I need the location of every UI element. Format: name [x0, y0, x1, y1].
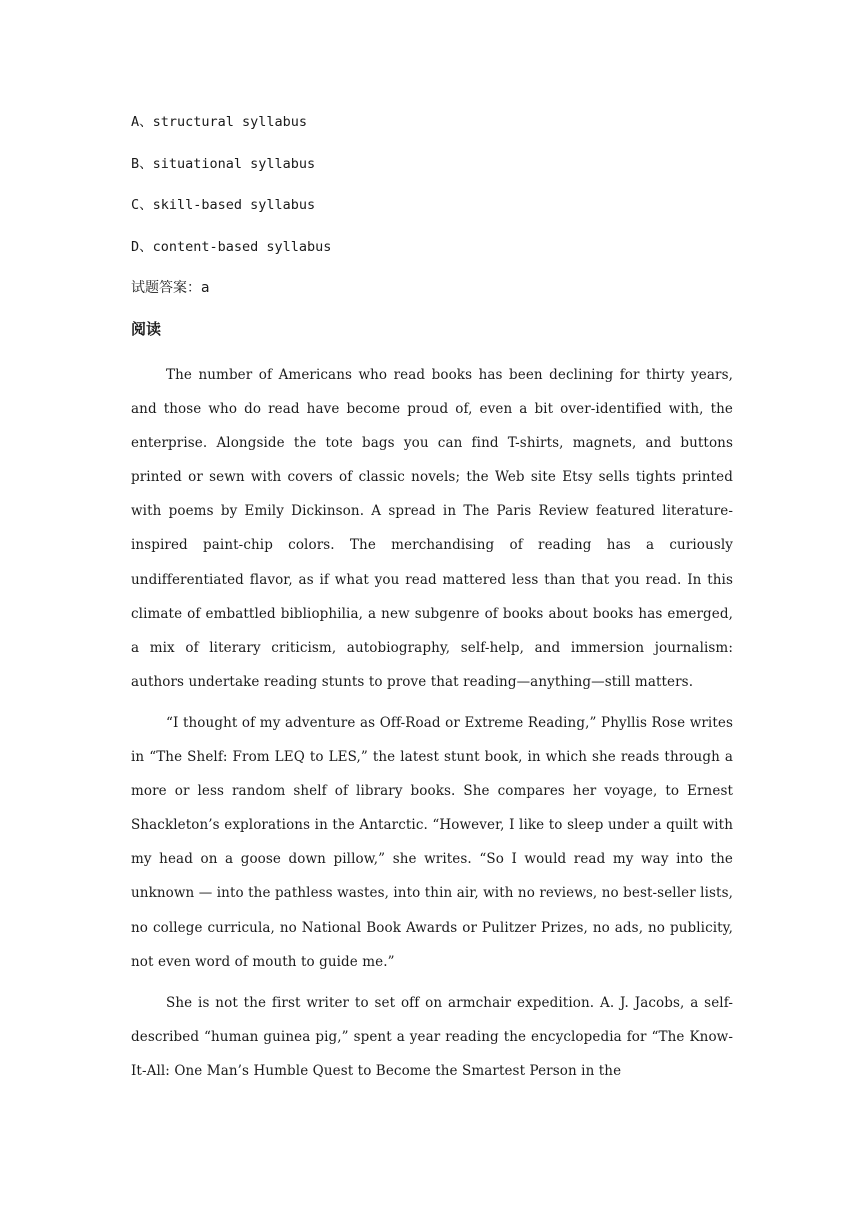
- answer-options: [131, 111, 733, 258]
- option-d: D、content-based syllabus: [131, 238, 332, 255]
- option-a: A、structural syllabus: [131, 114, 308, 130]
- option-c: C、skill-based syllabus: [131, 197, 316, 213]
- passage-paragraph: “I thought of my adventure as Off-Road or Extreme Reading,” Phyllis Rose writes in “The Shelf: From LEQ to LES,” the latest stunt book, in which she reads through a more or less random shelf of library books. She compares her voyage, to Ernest Shackleton’s explorations in the Antarctic. “However, I like to sleep under a quilt with my head on a goose down pillow,” she writes. “So I would read my way into the unknown — into the pathless wastes, into thin air, with no reviews, no best-seller lists, no college curricula, no National Book Awards or Pulitzer Prizes, no ads, no publicity, not even word of mouth to guide me.”: [131, 714, 733, 970]
- question-answer: 试题答案：a: [131, 280, 210, 296]
- document-page: [131, 111, 733, 1095]
- option-b: B、situational syllabus: [131, 155, 316, 172]
- passage-paragraph: The number of Americans who read books has been declining for thirty years, and those who do read have become proud of, even a bit over-identified with, the enterprise. Alongside the tote bags you can find T-shirts, magnets, and buttons printed or sewn with covers of classic novels; the Web site Etsy sells tights printed with poems by Emily Dickinson. A spread in The Paris Review featured literature-inspired paint-chip colors. The merchandising of reading has a curiously undifferentiated flavor, as if what you read mattered less than that you read. In this climate of embattled bibliophilia, a new subgenre of books about books has emerged, a mix of literary criticism, autobiography, self-help, and immersion journalism: authors undertake reading stunts to prove that reading—anything—still matters.: [131, 367, 733, 690]
- passage-paragraph: She is not the first writer to set off on armchair expedition. A. J. Jacobs, a self-described “human guinea pig,” spent a year reading the encyclopedia for “The Know-It-All: One Man’s Humble Quest to Become the Smartest Person in the: [131, 994, 733, 1079]
- reading-passage: [131, 358, 733, 1088]
- section-heading: 阅读: [131, 320, 162, 338]
